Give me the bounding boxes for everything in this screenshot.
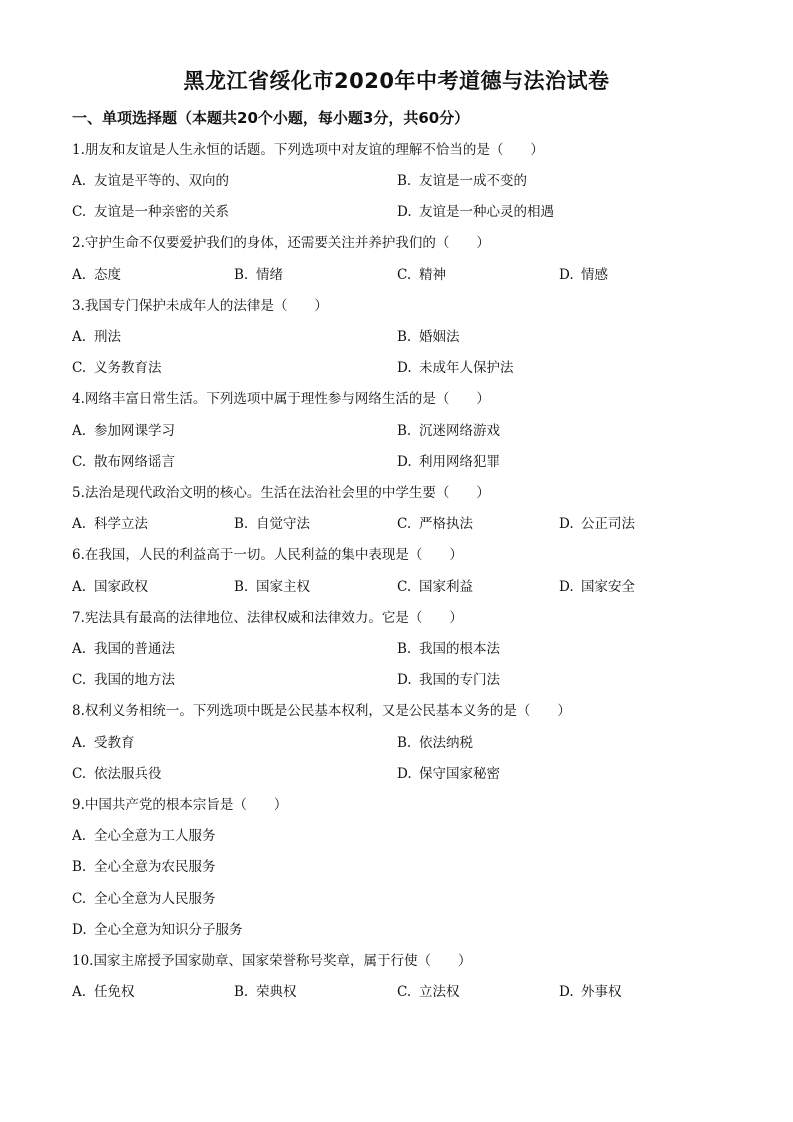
option-text: 全心全意为知识分子服务 [94, 922, 243, 938]
option-text: 态度 [94, 267, 121, 283]
option-letter: C. [397, 579, 412, 595]
option-letter: A. [72, 516, 87, 532]
option-letter: B. [397, 641, 412, 657]
option-text: 依法纳税 [419, 735, 473, 751]
option-2c[interactable] [397, 265, 446, 285]
option-10c[interactable] [397, 982, 460, 1002]
option-letter: B. [72, 859, 87, 875]
option-letter: D. [397, 672, 412, 688]
option-letter: A. [72, 828, 87, 844]
option-text: 利用网络犯罪 [419, 454, 500, 470]
option-1c[interactable] [72, 202, 229, 222]
option-1d[interactable] [397, 202, 554, 222]
option-1b[interactable] [397, 171, 527, 191]
option-letter: A. [72, 641, 87, 657]
option-text: 国家政权 [94, 579, 148, 595]
option-6d[interactable] [559, 577, 635, 597]
option-letter: A. [72, 423, 87, 439]
option-text: 任免权 [94, 984, 135, 1000]
option-2d[interactable] [559, 265, 608, 285]
option-9a[interactable] [72, 826, 216, 846]
option-letter: B. [234, 984, 249, 1000]
option-3d[interactable] [397, 358, 514, 378]
option-text: 友谊是平等的、双向的 [94, 173, 229, 189]
option-4d[interactable] [397, 452, 500, 472]
option-letter: D. [559, 579, 574, 595]
option-9b[interactable] [72, 857, 216, 877]
option-letter: D. [559, 516, 574, 532]
section-heading: 一、单项选择题（本题共20个小题，每小题3分，共60分） [72, 109, 470, 127]
option-7a[interactable] [72, 639, 175, 659]
option-letter: A. [72, 735, 87, 751]
option-text: 全心全意为农民服务 [94, 859, 216, 875]
option-letter: C. [397, 516, 412, 532]
option-letter: C. [72, 204, 87, 220]
question-6: 6.在我国，人民的利益高于一切。人民利益的集中表现是（ ） [72, 547, 463, 563]
option-letter: C. [397, 984, 412, 1000]
option-letter: B. [397, 173, 412, 189]
option-letter: A. [72, 173, 87, 189]
option-letter: C. [397, 267, 412, 283]
option-10a[interactable] [72, 982, 135, 1002]
question-5: 5.法治是现代政治文明的核心。生活在法治社会里的中学生要（ ） [72, 485, 490, 501]
option-letter: B. [397, 329, 412, 345]
question-8: 8.权利义务相统一。下列选项中既是公民基本权利，又是公民基本义务的是（ ） [72, 703, 571, 719]
option-text: 义务教育法 [94, 360, 162, 376]
option-letter: C. [72, 360, 87, 376]
option-text: 刑法 [94, 329, 121, 345]
option-text: 情绪 [256, 267, 283, 283]
option-letter: B. [234, 516, 249, 532]
question-10: 10.国家主席授予国家勋章、国家荣誉称号奖章，属于行使（ ） [72, 953, 472, 969]
option-3c[interactable] [72, 358, 162, 378]
option-6c[interactable] [397, 577, 473, 597]
option-text: 我国的地方法 [94, 672, 175, 688]
option-letter: D. [72, 922, 87, 938]
option-text: 依法服兵役 [94, 766, 162, 782]
question-2: 2.守护生命不仅要爱护我们的身体，还需要关注并养护我们的（ ） [72, 235, 490, 251]
option-10b[interactable] [234, 982, 297, 1002]
exam-title: 黑龙江省绥化市2020年中考道德与法治试卷 [183, 69, 610, 93]
option-2b[interactable] [234, 265, 283, 285]
option-7b[interactable] [397, 639, 500, 659]
option-4b[interactable] [397, 421, 500, 441]
option-3a[interactable] [72, 327, 121, 347]
option-letter: D. [397, 360, 412, 376]
option-text: 我国的专门法 [419, 672, 500, 688]
option-5c[interactable] [397, 514, 473, 534]
option-text: 立法权 [419, 984, 460, 1000]
option-5d[interactable] [559, 514, 635, 534]
option-5b[interactable] [234, 514, 310, 534]
question-9: 9.中国共产党的根本宗旨是（ ） [72, 797, 288, 813]
option-text: 荣典权 [256, 984, 297, 1000]
option-text: 婚姻法 [419, 329, 460, 345]
option-5a[interactable] [72, 514, 148, 534]
option-letter: D. [397, 204, 412, 220]
option-8c[interactable] [72, 764, 162, 784]
option-letter: A. [72, 329, 87, 345]
option-8a[interactable] [72, 733, 135, 753]
option-text: 情感 [581, 267, 608, 283]
option-4c[interactable] [72, 452, 175, 472]
option-text: 外事权 [581, 984, 622, 1000]
option-letter: B. [234, 579, 249, 595]
option-1a[interactable] [72, 171, 229, 191]
option-text: 国家安全 [581, 579, 635, 595]
option-letter: B. [397, 735, 412, 751]
option-letter: A. [72, 579, 87, 595]
option-letter: C. [72, 672, 87, 688]
option-9c[interactable] [72, 889, 216, 909]
option-text: 我国的根本法 [419, 641, 500, 657]
option-text: 沉迷网络游戏 [419, 423, 500, 439]
option-text: 国家主权 [256, 579, 310, 595]
option-letter: D. [397, 766, 412, 782]
option-7d[interactable] [397, 670, 500, 690]
option-7c[interactable] [72, 670, 175, 690]
option-letter: D. [559, 267, 574, 283]
question-4: 4.网络丰富日常生活。下列选项中属于理性参与网络生活的是（ ） [72, 391, 490, 407]
option-6a[interactable] [72, 577, 148, 597]
option-letter: B. [397, 423, 412, 439]
option-text: 公正司法 [581, 516, 635, 532]
option-text: 自觉守法 [256, 516, 310, 532]
option-letter: D. [559, 984, 574, 1000]
option-text: 未成年人保护法 [419, 360, 514, 376]
option-text: 严格执法 [419, 516, 473, 532]
option-letter: A. [72, 984, 87, 1000]
option-text: 国家利益 [419, 579, 473, 595]
option-9d[interactable] [72, 920, 243, 940]
question-7: 7.宪法具有最高的法律地位、法律权威和法律效力。它是（ ） [72, 610, 463, 626]
option-text: 我国的普通法 [94, 641, 175, 657]
option-text: 参加网课学习 [94, 423, 175, 439]
option-text: 全心全意为人民服务 [94, 891, 216, 907]
option-text: 受教育 [94, 735, 135, 751]
question-3: 3.我国专门保护未成年人的法律是（ ） [72, 298, 328, 314]
option-text: 科学立法 [94, 516, 148, 532]
option-6b[interactable] [234, 577, 310, 597]
option-text: 保守国家秘密 [419, 766, 500, 782]
option-text: 全心全意为工人服务 [94, 828, 216, 844]
option-text: 散布网络谣言 [94, 454, 175, 470]
option-letter: A. [72, 267, 87, 283]
option-letter: B. [234, 267, 249, 283]
question-1: 1.朋友和友谊是人生永恒的话题。下列选项中对友谊的理解不恰当的是（ ） [72, 142, 544, 158]
option-3b[interactable] [397, 327, 460, 347]
option-letter: C. [72, 454, 87, 470]
option-text: 精神 [419, 267, 446, 283]
option-text: 友谊是一种心灵的相遇 [419, 204, 554, 220]
option-8b[interactable] [397, 733, 473, 753]
option-text: 友谊是一种亲密的关系 [94, 204, 229, 220]
option-4a[interactable] [72, 421, 175, 441]
option-letter: C. [72, 891, 87, 907]
option-letter: D. [397, 454, 412, 470]
option-8d[interactable] [397, 764, 500, 784]
option-10d[interactable] [559, 982, 622, 1002]
option-2a[interactable] [72, 265, 121, 285]
option-text: 友谊是一成不变的 [419, 173, 527, 189]
option-letter: C. [72, 766, 87, 782]
